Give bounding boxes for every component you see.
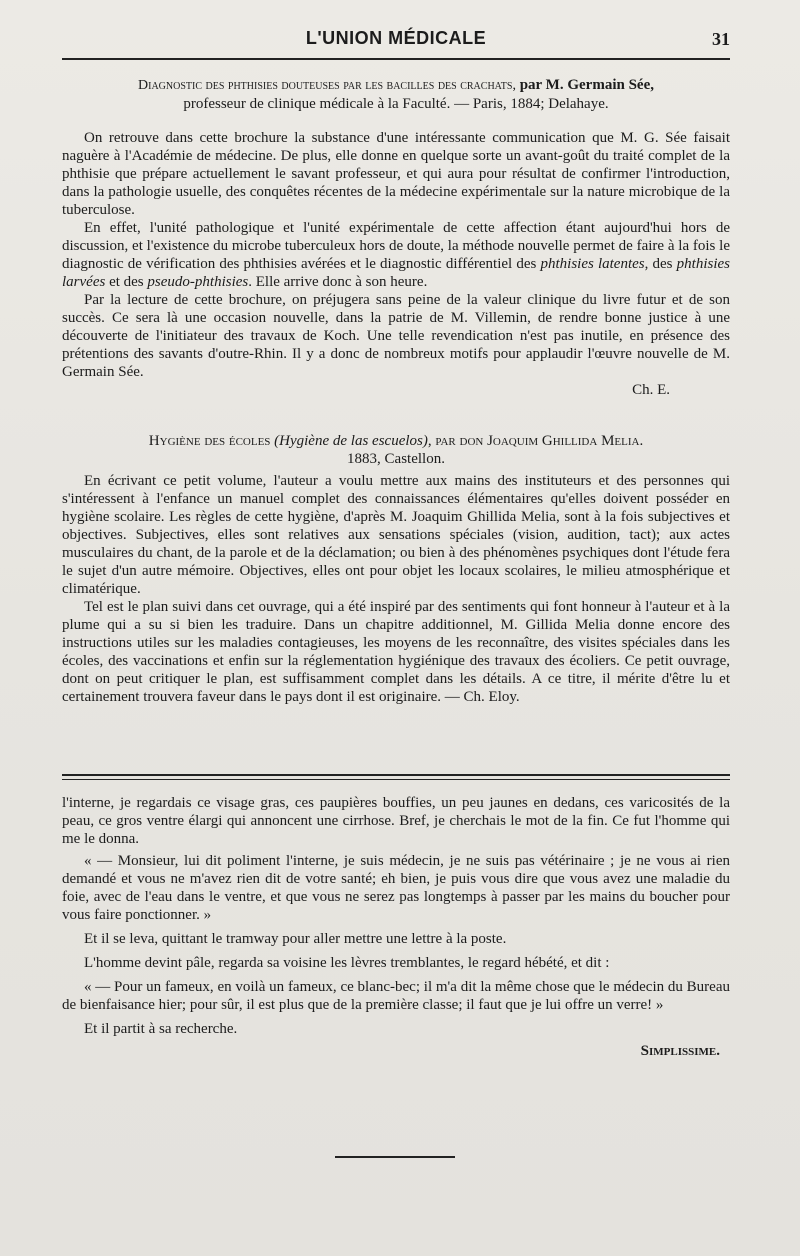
feuilleton-paragraph: « — Pour un fameux, en voilà un fameux, ce blanc-bec; il m'a dit la même chose que le médecin du Bureau de bienfaisance hier; pour sûr, il est plus que de la première classe; il faut que je lui offre un verre! » (62, 979, 730, 1013)
page-number: 31 (712, 29, 730, 49)
review-paragraph: Tel est le plan suivi dans cet ouvrage, qui a été inspiré par des sentiments qui font honneur à l'auteur et à la plume qui a su si bien les traduire. Dans un chapitre additionnel, M. Gillida Melia donne encore des instructions utiles sur les maladies contagieuses, les moyens de les reconnaître, des visites spéciales dans les écoles, des vaccinations et enfin sur la réglementation hygiénique des travaux des écoliers. Ce petit ouvrage, dont on peut critiquer le plan, est suffisamment complet dans les détails. A ce titre, il mérite d'être lu et certainement trouvera faveur dans le pays dont il est originaire. — Ch. Eloy. (62, 599, 730, 705)
review-paragraph: Par la lecture de cette brochure, on préjugera sans peine de la valeur clinique du livre futur et de son succès. Ce sera là une occasion nouvelle, dans la patrie de M. Villemin, de rendre bonne justice à une découverte de l'initiateur des travaux de Koch. Une telle revendication n'est pas inutile, en présence des prétentions des savants d'outre-Rhin. Il y a donc de nombreux motifs pour applaudir l'œuvre nouvelle de M. Germain Sée. (62, 292, 730, 380)
feuilleton-paragraph: L'homme devint pâle, regarda sa voisine les lèvres tremblantes, le regard hébété, et dit : (84, 955, 610, 971)
review-title (62, 432, 730, 468)
end-rule (335, 1156, 455, 1158)
review-paragraph: On retrouve dans cette brochure la substance d'une intéressante communication que M. G. Sée faisait naguère à l'Académie de médecine. De plus, elle donne en quelque sorte un avant-goût du traité complet de la phthisie que prépare actuellement le savant professeur, et qui aura pour résultat de confirmer l'introduction, dans la pathologie usuelle, des conquêtes récentes de la médecine expérimentale sur la nature microbique de la tuberculose. (62, 130, 730, 218)
page-header (62, 28, 730, 54)
review-hygiene-ecoles (62, 432, 730, 706)
review-title-main: Hygiène des écoles (148, 433, 271, 449)
review-title (62, 76, 730, 113)
review-paragraph: En effet, l'unité pathologique et l'unité expérimentale de cette affection étant aujourd'hui hors de discussion, et l'existence du microbe tuberculeux hors de doute, la méthode nouvelle permet de faire à la fois le diagnostic de vérification des phthisies avérées et le diagnostic différentiel des phthisies latentes, des phthisies larvées et des pseudo-phthisies. Elle arrive donc à son heure. (62, 220, 730, 290)
review-title-author: , par don Joaquim Ghillida Melia. (427, 433, 644, 449)
running-title: L'UNION MÉDICALE (305, 28, 487, 48)
review-paragraph: En écrivant ce petit volume, l'auteur a voulu mettre aux mains des instituteurs et des personnes qui s'intéressent à l'enfance un manuel complet des connaissances élémentaires qu'elles doivent posséder en hygiène scolaire. Les règles de cette hygiène, d'après M. Joaquim Ghillida Melia, sont à la fois subjectives et objectives. Subjectives, elles sont relatives aux sensations spéciales (vision, audition, tact); aux actes musculaires du chant, de la parole et de la déclamation; ou bien à des phénomènes psychiques dont l'étude fera le sujet d'un autre mémoire. Objectives, elles ont pour objet les locaux scolaires, le milieu atmosphérique et climatérique. (62, 473, 730, 597)
feuilleton (62, 794, 730, 1060)
review-title-line2: professeur de clinique médicale à la Faculté. — Paris, 1884; Delahaye. (183, 96, 609, 112)
section-divider (62, 774, 730, 780)
review-signature: Ch. E. (632, 382, 670, 398)
feuilleton-paragraph: « — Monsieur, lui dit poliment l'interne, je suis médecin, je ne suis pas vétérinaire ; je ne vous ai rien demandé et vous ne m'avez rien dit de votre santé; eh bien, je puis vous dire que vous avez une maladie du foie, avec de l'eau dans le ventre, et que vous ne serez pas longtemps à passer par les mains du boucher pour vous faire ponctionner. » (62, 853, 730, 923)
feuilleton-paragraph: Et il se leva, quittant le tramway pour aller mettre une lettre à la poste. (84, 931, 507, 947)
review-title-author: par M. Germain Sée, (515, 77, 654, 93)
feuilleton-paragraph: Et il partit à sa recherche. (84, 1021, 238, 1037)
review-germain-see (62, 76, 730, 405)
feuilleton-signature: Simplissime. (640, 1043, 720, 1059)
feuilleton-paragraph: l'interne, je regardais ce visage gras, ces paupières bouffies, un peu jaunes en dedans, ces varicosités de la peau, ce gros ventre élargi qui annoncent une cirrhose. Bref, je cherchais le mot de la fin. Ce fut l'homme qui me le donna. (62, 795, 730, 847)
review-title-line2: 1883, Castellon. (347, 451, 445, 467)
review-title-italic: (Hygiène de las escuelos) (270, 433, 428, 449)
review-title-main: Diagnostic des phthisies douteuses par les bacilles des crachats, (138, 78, 516, 93)
header-rule (62, 58, 730, 60)
